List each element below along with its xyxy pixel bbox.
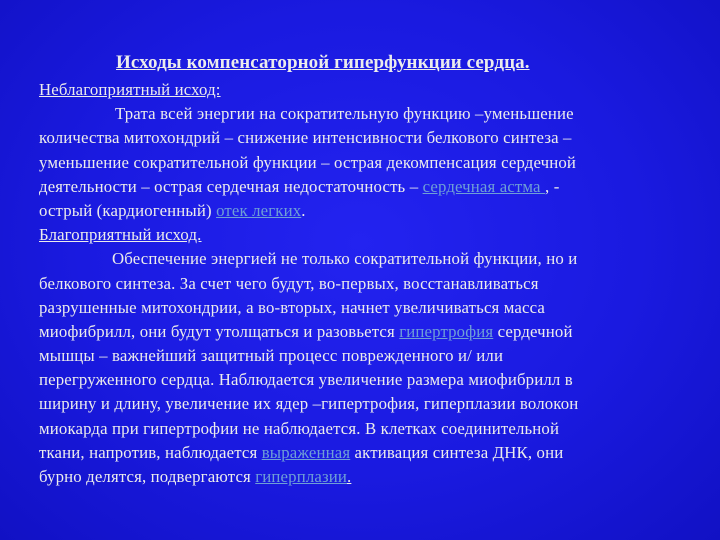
- text-line: разрушенные митохондрии, а во-вторых, начнет увеличиваться масса: [39, 297, 546, 317]
- text-line: уменьшение сократительной функции – острая декомпенсация сердечной: [39, 152, 577, 172]
- text-line: острый (кардиогенный): [39, 200, 217, 220]
- text-line: миокарда при гипертрофии не наблюдается. В клетках соединительной: [39, 418, 560, 438]
- unfavorable-heading: Неблагоприятный исход:: [39, 80, 221, 99]
- text-line: , -: [545, 176, 560, 196]
- link-pronounced[interactable]: выраженная: [261, 442, 351, 462]
- text-line: активация синтеза ДНК, они: [350, 442, 564, 462]
- slide-body: [39, 78, 703, 489]
- text-line: мышцы – важнейший защитный процесс поврежденного и/ или: [39, 346, 504, 366]
- text-line: ткани, напротив, наблюдается: [39, 442, 262, 462]
- text-line: миофибрилл, они будут утолщаться и разовьется: [39, 321, 400, 341]
- text-line: сердечной: [493, 321, 573, 341]
- text-line: Трата всей энергии на сократительную функцию –уменьшение: [115, 104, 574, 124]
- slide-title: Исходы компенсаторной гиперфункции сердца.: [116, 52, 530, 73]
- link-pulmonary-edema[interactable]: отек легких: [216, 200, 302, 220]
- text-line: бурно делятся, подвергаются: [39, 467, 256, 486]
- text-line: белкового синтеза. За счет чего будут, во-первых, восстанавливаться: [39, 273, 539, 293]
- text-line: ширину и длину, увеличение их ядер –гипертрофия, гиперплазии волокон: [39, 394, 579, 414]
- text-line: перегруженного сердца. Наблюдается увеличение размера миофибрилл в: [39, 370, 573, 390]
- link-cardiac-asthma[interactable]: сердечная астма: [422, 176, 545, 196]
- text-line: деятельности – острая сердечная недостаточность –: [39, 176, 423, 196]
- text-line: .: [301, 200, 306, 220]
- text-line: Обеспечение энергией не только сократительной функции, но и: [112, 249, 578, 269]
- text-line: количества митохондрий – снижение интенсивности белкового синтеза –: [39, 128, 572, 148]
- favorable-heading: Благоприятный исход.: [39, 225, 202, 245]
- link-hypertrophy[interactable]: гипертрофия: [399, 321, 494, 341]
- text-line: .: [347, 467, 352, 486]
- link-hyperplasia[interactable]: гиперплазии: [255, 467, 347, 486]
